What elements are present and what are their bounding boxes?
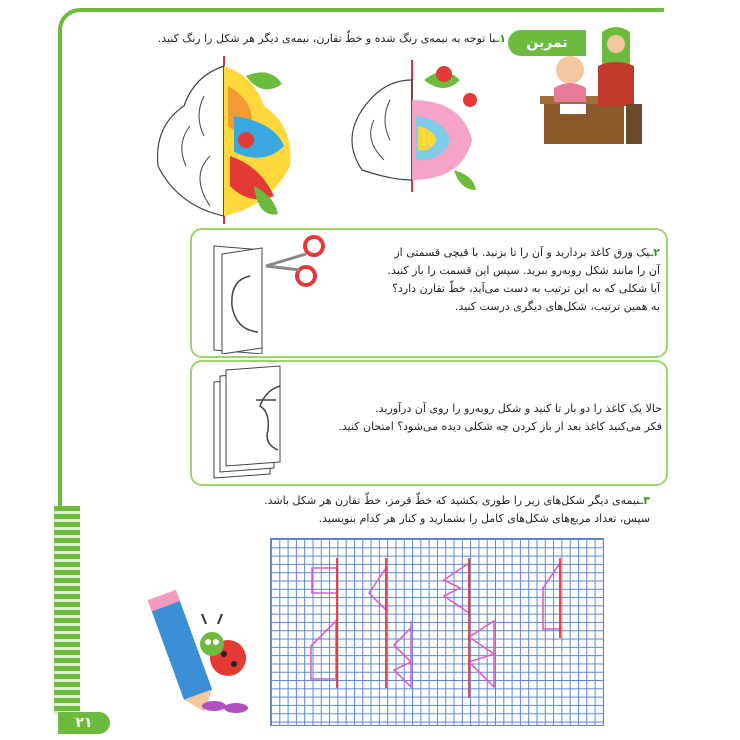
exercise1-text: ۱ـبا توجه به نیمه‌ی رنگ شده و خطّ تقارن، نیمه‌ی دیگر هر شکل را رنگ کنید. — [157, 32, 506, 45]
exercise2-text-2: حالا یک کاغذ را دو بار تا کنید و شکل روبه‌رو را روی آن درآورید. فکر می‌کنید کاغذ بعد از باز کردن چه شکلی دیده می‌شود؟ امتحان کنید. — [338, 402, 662, 433]
grid-shape — [369, 568, 386, 610]
grid-shape — [312, 568, 337, 593]
flower-partial — [334, 60, 494, 192]
grid-shapes — [270, 538, 602, 724]
pencil-bug-mascot — [140, 588, 256, 718]
page-number: ۲۱ — [58, 712, 110, 734]
exercise2-text: ۲ـیک ورق کاغذ بردارید و آن را تا بزنید. با قیچی قسمتی از آن را مانند شکل روبه‌رو ببرید. سپس این قسمت را باز کنید. آیا شکلی که به این ترتیب به دست می‌آید، خطّ تقارن دارد؟ به همین ترتیب، شکل‌های دیگری درست کنید. — [387, 246, 660, 313]
grid-shape — [394, 621, 411, 687]
flower-colored-half — [150, 56, 298, 224]
exercise1-number: ۱ـ — [495, 32, 506, 45]
folded-paper-scissors — [210, 232, 334, 354]
folded-paper-twice — [206, 364, 306, 480]
exercise3-text: ۳ـنیمه‌ی دیگر شکل‌های زیر را طوری بکشید که خطّ قرمز، خطّ تقارن هر شکل باشد. سپس، تعداد مربع‌های شکل‌های کامل را بشمارید و کنار هر کدام بنویسید. — [264, 494, 650, 525]
exercise3-number: ۳ـ — [639, 494, 650, 507]
grid-shape — [444, 563, 469, 613]
grid-shape — [543, 563, 560, 629]
teacher-student-illustration — [540, 18, 650, 148]
side-stripes — [54, 506, 80, 714]
grid-shape — [311, 621, 336, 679]
grid-shape — [469, 621, 494, 687]
section-tag: تمرین — [508, 30, 586, 56]
exercise2-number: ۲ـ — [649, 246, 660, 259]
